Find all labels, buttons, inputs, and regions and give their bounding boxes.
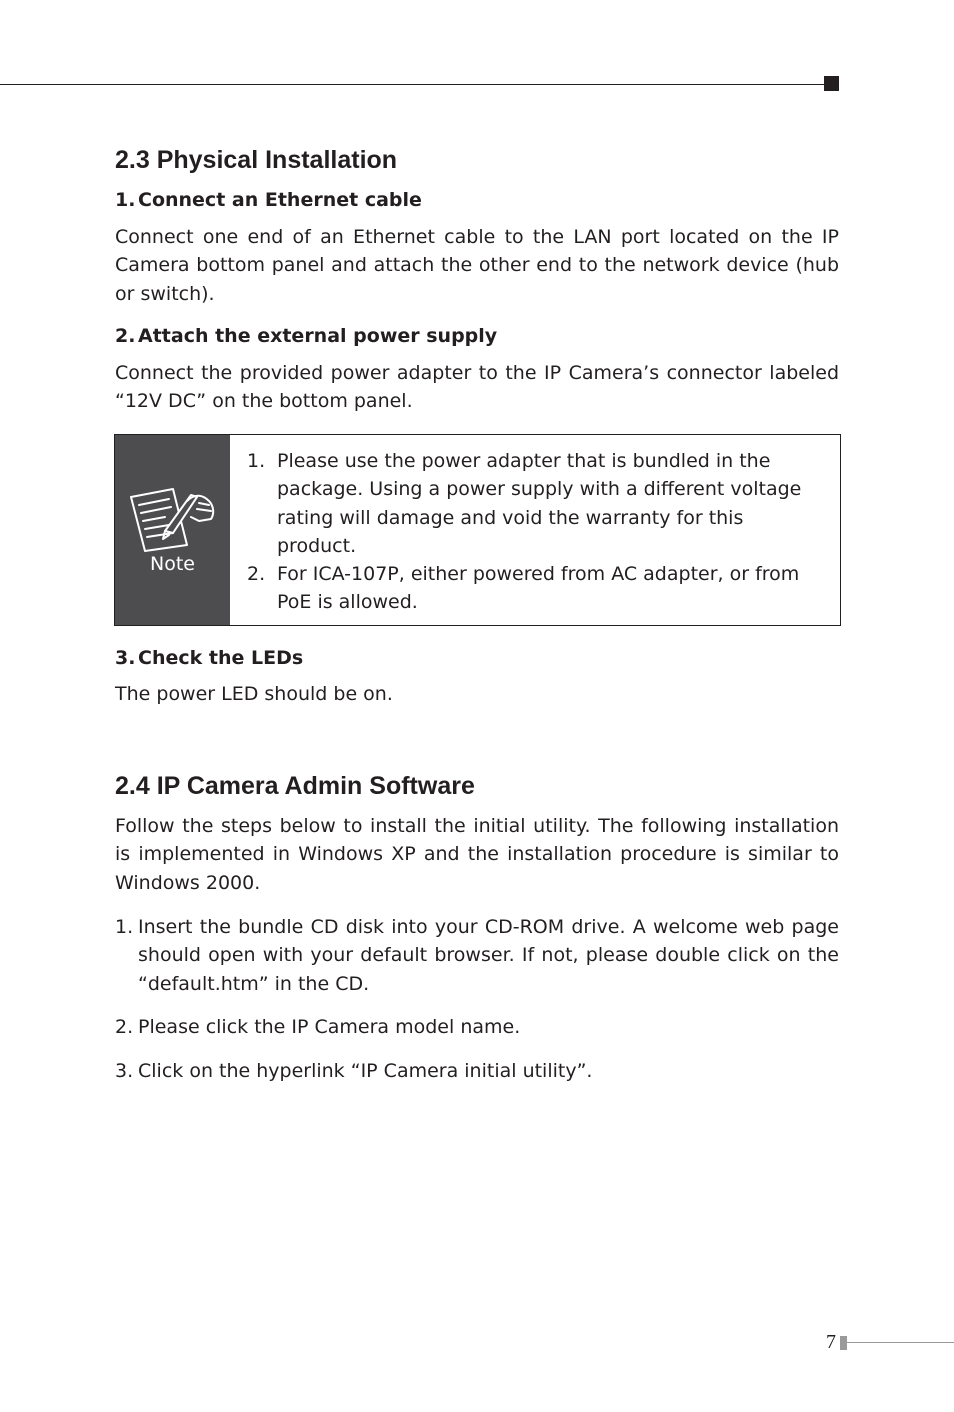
- header-rule: [0, 84, 826, 85]
- section-2-4-title: 2.4 IP Camera Admin Software: [115, 772, 475, 800]
- step-2-number: 2.: [115, 325, 136, 347]
- list-item-number: 1.: [115, 916, 134, 938]
- header-square-marker: [824, 76, 839, 91]
- step-3-heading-text: Check the LEDs: [138, 647, 304, 669]
- note-item: [247, 560, 827, 617]
- step-1-text: Connect one end of an Ethernet cable to the LAN port located on the IP Camera bottom panel and attach the other end to the network device (hub or switch).: [115, 226, 839, 305]
- list-item-text: Insert the bundle CD disk into your CD-ROM drive. A welcome web page should open with your default browser. If not, please double click on the “default.htm” in the CD.: [138, 916, 839, 995]
- section-2-3-title: 2.3 Physical Installation: [115, 146, 398, 174]
- list-item-number: 2.: [115, 1016, 134, 1039]
- note-box: [114, 434, 841, 626]
- step-2-heading-text: Attach the external power supply: [138, 325, 498, 347]
- note-item-number: 2.: [247, 563, 266, 586]
- footer-marker: [840, 1336, 847, 1350]
- note-writing-icon: [129, 483, 215, 553]
- step-3-text: The power LED should be on.: [115, 683, 393, 705]
- page-number: 7: [826, 1331, 836, 1353]
- note-body: [247, 447, 827, 617]
- footer-rule: [847, 1342, 954, 1343]
- step-3-number: 3.: [115, 647, 136, 669]
- step-2-heading: [115, 325, 497, 347]
- step-1-number: 1.: [115, 189, 136, 211]
- list-item-number: 3.: [115, 1060, 134, 1083]
- step-1-heading-text: Connect an Ethernet cable: [138, 189, 422, 211]
- note-label: Note: [150, 553, 195, 575]
- step-3-heading: [115, 647, 303, 669]
- section-2-4-intro: Follow the steps below to install the initial utility. The following installation is implemented in Windows XP and the installation procedure is similar to Windows 2000.: [115, 815, 839, 894]
- list-item: [115, 913, 839, 998]
- list-item: [115, 1013, 839, 1041]
- note-item-text: For ICA-107P, either powered from AC adapter, or from PoE is allowed.: [277, 563, 800, 614]
- list-item-text: Please click the IP Camera model name.: [138, 1016, 521, 1039]
- list-item: [115, 1057, 839, 1085]
- note-item: [247, 447, 827, 560]
- note-sidebar: [115, 435, 230, 625]
- step-1-heading: [115, 189, 422, 211]
- step-2-text: Connect the provided power adapter to the IP Camera’s connector labeled “12V DC” on the bottom panel.: [115, 362, 839, 413]
- install-steps-list: [115, 913, 839, 1101]
- note-item-number: 1.: [247, 450, 266, 472]
- note-item-text: Please use the power adapter that is bundled in the package. Using a power supply with a different voltage rating will damage and void the warranty for this product.: [277, 450, 802, 557]
- list-item-text: Click on the hyperlink “IP Camera initial utility”.: [138, 1060, 593, 1083]
